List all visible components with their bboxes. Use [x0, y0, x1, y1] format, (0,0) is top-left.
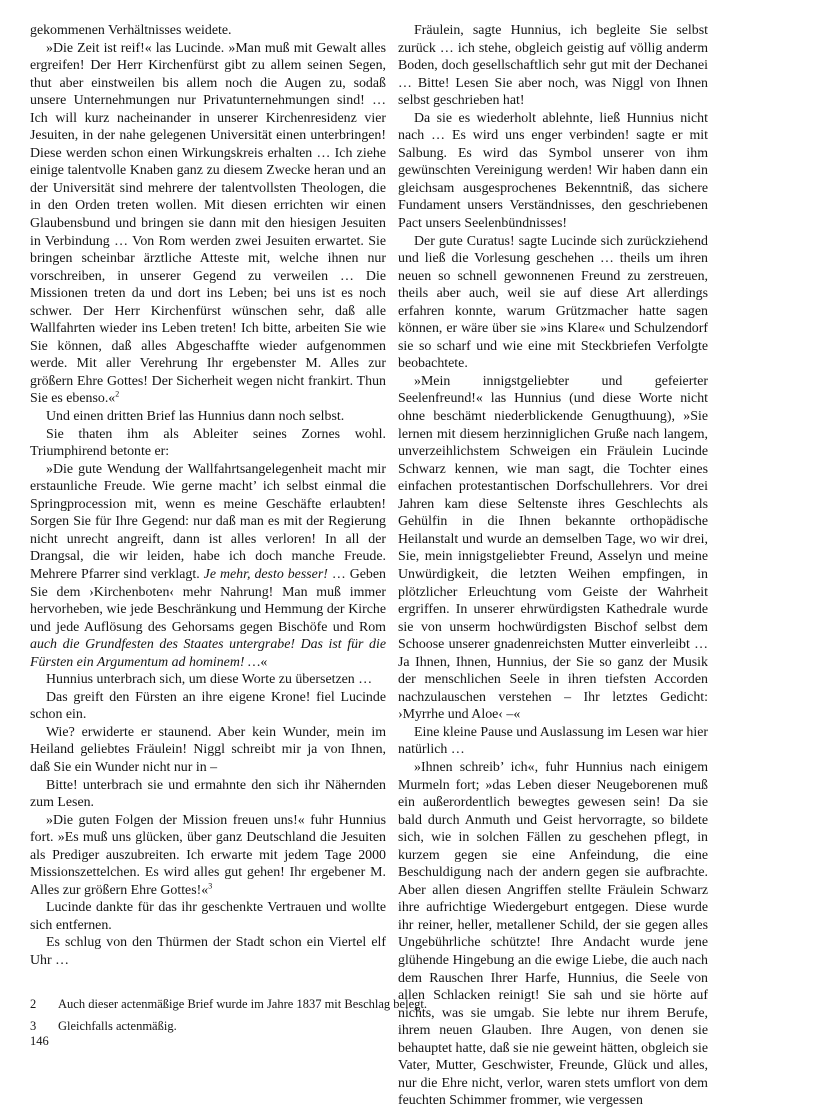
right-column: [398, 22, 708, 1110]
letter-text: »Die guten Folgen der Mission freuen uns!« fuhr Hunnius fort. »Es muß uns glücken, über ganz Deutschland die Jesuiten als Prediger auszubreiten. Ich erwarte mit jedem Tage 2000 Missionszettelchen. Es wird alles gut gehen! Ihr ergebener M. Alles zur größern Ehre Gottes!«: [30, 812, 386, 898]
paragraph: [30, 812, 386, 900]
paragraph: Das greift den Fürsten an ihre eigene Krone! fiel Lucinde schon ein.: [30, 689, 386, 723]
paragraph: Es schlug von den Thürmen der Stadt schon ein Viertel elf Uhr …: [30, 935, 386, 968]
emphasis-text: Je mehr, desto besser!: [203, 566, 328, 582]
footnote-ref[interactable]: 2: [115, 389, 120, 399]
letter-text: … Geben Sie dem ›Kirchenboten‹ mehr Nahrung! Man muß immer hervorheben, wie jede Beschränkung und Hemmung der Kirche und jede Auflösung des Gehorsams gegen Bischöfe und Rom: [30, 566, 386, 635]
paragraph: Eine kleine Pause und Auslassung im Lesen war hier natürlich …: [398, 724, 708, 758]
paragraph: [30, 40, 386, 408]
footnote-number: 2: [30, 997, 37, 1011]
paragraph: Fräulein, sagte Hunnius, ich begleite Sie selbst zurück … ich stehe, obgleich geistig auf völlig anderm Boden, doch gesellschaftlich sehr gut mit der Dechanei … Bitte! Lesen Sie aber noch, was Niggl von Ihnen selbst geschrieben hat!: [398, 23, 708, 109]
footnote-text: Auch dieser actenmäßige Brief wurde im Jahre 1837 mit Beschlag belegt.: [58, 997, 427, 1011]
paragraph: Hunnius unterbrach sich, um diese Worte zu übersetzen …: [46, 672, 373, 688]
letter-text: »Die Zeit ist reif!« las Lucinde. »Man muß mit Gewalt alles ergreifen! Der Herr Kirchenfürst gibt zu allem seinen Segen, thut aber einstweilen bis allem noch die Augen zu, sodaß unsere Unternehmungen nur Privatunternehmungen sind! … Ich will kurz nacheinander in unserer Kirchenresidenz vier Jesuiten, in der nahe gelegenen Universität einen unterbringen! Diese werden schon einen Wirkungskreis erhalten … Ich ziehe einige talentvolle Knaben ganz zu diesem Zwecke heran und an der Universität sind mehrere der talentvollsten Theologen, die in den Orden treten wollen. Mit diesen errichten wir einen Glaubensbund und bringen sie dann mit den hiesigen Jesuiten in Verbindung … Von Rom werden zwei Jesuiten erwartet. Sie bringen scheinbar ärztliche Atteste mit, welche ihnen nur vorschreiben, in unserer Gegend zu verweilen … Die Missionen treten da und dort ins Leben; bei uns ist es noch schwer. Der Herr Kirchenfürst wünschen sehr, daß alle Wallfahrten wieder ins Leben treten! Ich bitte, arbeiten Sie wie Sie können, daß alles Abgeschaffte wieder aufgenommen werde. Mit aller Verehrung Ihr ergebenster M. Alles zur größern Ehre Gottes! Der Sicherheit wegen nicht frankirt. Thun Sie es ebenso.«: [30, 40, 386, 407]
paragraph: Und einen dritten Brief las Hunnius dann noch selbst.: [46, 409, 345, 425]
footnotes: [30, 996, 730, 1040]
footnote-ref[interactable]: 3: [208, 881, 213, 891]
footnote-text: Gleichfalls actenmäßig.: [58, 1019, 177, 1033]
paragraph: »Mein innigstgeliebter und gefeierter Seelenfreund!« las Hunnius (und diese Worte nicht ohne beschämt niederblickende Genugthuung), »Sie lernen mit diesem herzinniglichen Gruße nach langem, unverzeihlichstem Schweigen ein Fräulein Lucinde Schwarz kennen, wie man sagt, die Tochter eines einfachen protestantischen Dorfschullehrers. Vor drei Jahren kam diese Seltenste ihres Geschlechts als Gehülfin in die Ihnen bekannte orthopädische Heilanstalt und wurde an demselben Tage, wo wir drei, Sie, mein innigstgeliebter Freund, Asselyn und meine Unwürdigkeit, die letzten Weihen empfingen, in plötzlicher Erleuchtung vom Geiste der Wahrheit ergriffen. In unserer ehrwürdigsten Kathedrale wurde sie von unserm hochwürdigsten Bischof selbst dem Schoose unserer gnadenreichsten Mutter einverleibt … Ja Ihnen, Ihnen, Hunnius, der Sie so ganz der Musik der menschlichen Seele in ihren tiefsten Accorden nachzulauschen verstehen – Ihr letztes Gedicht: ›Myrrhe und Aloe‹ –«: [398, 373, 708, 723]
letter-text: »Die gute Wendung der Wallfahrtsangelegenheit macht mir erstaunliche Freude. Wie gerne macht’ ich selbst einmal die Springprocession mit, wenn es meine Geschäfte erlaubten! Sorgen Sie für Ihre Gegend: nur daß man es mit der Regierung nicht unrecht angreift, dann ist alles verloren! In all der Drangsal, die wir leiden, habe ich doch manche Freude. Mehrere Pfarrer sind verklagt.: [30, 461, 386, 582]
footnote: [30, 1018, 730, 1034]
closing-quote: «: [260, 654, 268, 670]
paragraph: Der gute Curatus! sagte Lucinde sich zurückziehend und ließ die Vorlesung geschehen … theils um ihren neuen so schnell gewonnenen Freund zu zerstreuen, theils aber auch, weil sie auf diese Art allerdings erfahren konnte, warum Grützmacher hatte sagen können, er wäre über sie »ins Klare« und Schulzendorf sie so scharf und wie eine mit Steckbriefen Verfolgte beobachtete.: [398, 233, 708, 372]
left-column: [30, 22, 386, 970]
footnote-number: 3: [30, 1019, 37, 1033]
paragraph: Sie thaten ihm als Ableiter seines Zornes wohl. Triumphirend betonte er:: [30, 426, 386, 460]
paragraph: Wie? erwiderte er staunend. Aber kein Wunder, mein im Heiland geliebtes Fräulein! Niggl schreibt mir ja von Ihnen, daß Sie ein Wunder nicht nur in –: [30, 724, 386, 775]
paragraph: »Ihnen schreib’ ich«, fuhr Hunnius nach einigem Murmeln fort; »das Leben dieser Neugeborenen muß ein außerordentlich bewegtes gewesen sein! Da sie bald durch Anmuth und Geist hervorragte, so bildete sich, wie in solchen Fällen zu geschehen pflegt, in kurzem gegen sie eine Anfeindung, die eine Beschuldigung nach der andern gegen sie aufbrachte. Aber allen diesen Angriffen stellte Fräulein Schwarz ihre aufrichtige Wiedergeburt entgegen. Diese wurde ihr reiner, heller, metallener Schild, der sie gegen alles Ungebührliche schützte! Ihre Andacht wurde jene glühende Hingebung an die ewige Liebe, die auch nach dem Rauschen Ihrer Harfe, Hunnius, die Seele von allen Schlacken reinigt! Sie sah und sie hörte auf nichts, was sie umgab. Sie lebte nur ihrem Berufe, ihrem neuen Glauben. Ihre Augen, von denen sie behauptet hatte, daß sie nie geweint hätten, obgleich sie Vater, Mutter, Geschwister, Freunde, Glück und alles, nur die Ehre nicht, verlor, waren stets umflort von dem feuchten Schimmer frommer, wie vergessen: [398, 759, 708, 1109]
paragraph: gekommenen Verhältnisses weidete.: [30, 23, 232, 38]
paragraph: Da sie es wiederholt ablehnte, ließ Hunnius nicht nach … Es wird uns enger verbinden! sagte er mit Salbung. Es wird das Symbol unserer von ihm gewünschten Vereinigung werden! Wir haben dann ein gleichsam ausgesprochenes Bekenntniß, das sichere Fundament unsers Verständnisses, den geschriebenen Pact unsers Seelenbündnisses!: [398, 110, 708, 232]
paragraph: Bitte! unterbrach sie und ermahnte den sich ihr Nähernden zum Lesen.: [30, 777, 386, 811]
emphasis-text: auch die Grundfesten des Staates untergrabe! Das ist für die Fürsten ein Argumentum ad hominem! …: [30, 637, 386, 670]
page-number: 146: [30, 1034, 49, 1048]
paragraph: Lucinde dankte für das ihr geschenkte Vertrauen und wollte sich entfernen.: [30, 900, 386, 933]
paragraph: [30, 461, 386, 672]
footnote: [30, 996, 730, 1012]
